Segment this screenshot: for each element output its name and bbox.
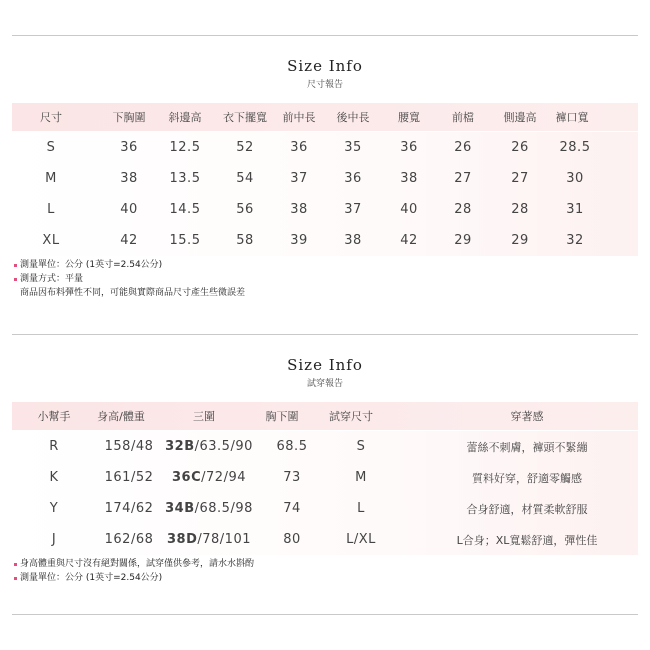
value-cell: 42 [400,233,418,248]
underbust-cell: 73 [283,470,301,485]
fit-report-subtitle: 試穿報告 [306,379,343,389]
header-front-length: 前中長 [282,111,316,124]
value-cell: 27 [454,171,472,186]
size-cell: L [47,202,55,217]
value-cell: 12.5 [169,140,201,155]
value-cell: 37 [344,202,362,217]
header-measurements: 三圍 [193,410,215,423]
value-cell: 29 [511,233,529,248]
value-cell: 58 [236,233,254,248]
size-info-title: Size Info [287,57,363,75]
table-row [12,524,638,555]
header-underbust: 胸下圍 [265,410,299,423]
value-cell: 38 [120,171,138,186]
header-leg-opening: 褲口寬 [555,111,589,124]
value-cell: 36 [344,171,362,186]
value-cell: 28.5 [559,140,591,155]
header-hem-width: 衣下擺寬 [223,111,267,124]
measurements-cell [154,493,264,524]
bullet-icon [14,278,17,281]
note-text: 商品因布料彈性不同，可能與實際商品尺寸產生些微誤差 [20,288,246,298]
header-underbust: 下胸圍 [112,111,146,124]
measurements-cell [154,462,264,493]
note-item [14,286,245,300]
helper-cell: K [49,470,59,485]
value-cell: 40 [120,202,138,217]
wearing-feel-cell: 合身舒適，材質柔軟舒服 [466,502,588,516]
waist-hip: /78/101 [197,532,251,547]
table-row [12,462,638,493]
value-cell: 28 [454,202,472,217]
wearing-feel-cell: 蕾絲不刺膚，褲頭不緊繃 [466,440,588,454]
note-text: 測量單位：公分 (1英寸=2.54公分) [20,573,163,583]
header-wearing-feel: 穿著感 [510,410,544,423]
value-cell: 29 [454,233,472,248]
underbust-cell: 68.5 [276,439,308,454]
bottom-divider [12,614,638,615]
table-row [12,493,638,524]
tried-size-cell: L [357,501,365,516]
value-cell: 27 [511,171,529,186]
top-divider [12,35,638,36]
value-cell: 32 [566,233,584,248]
header-side-slant: 斜邊高 [168,111,202,124]
value-cell: 36 [400,140,418,155]
table-row [12,163,638,194]
fit-info-title: Size Info [287,356,363,374]
value-cell: 52 [236,140,254,155]
value-cell: 40 [400,202,418,217]
helper-cell: J [51,532,57,547]
note-item [14,258,245,272]
value-cell: 26 [511,140,529,155]
header-tried-size: 試穿尺寸 [329,410,373,423]
tried-size-cell: S [356,439,366,454]
note-item [14,272,245,286]
cup-size: 38D [166,532,198,547]
waist-hip: /72/94 [201,470,246,485]
value-cell: 36 [290,140,308,155]
fit-notes [14,557,254,585]
underbust-cell: 74 [283,501,301,516]
size-table-header [12,103,638,131]
middle-divider [12,334,638,335]
note-text: 測量單位：公分 (1英寸=2.54公分) [20,260,163,270]
cup-size: 32B [165,439,195,454]
size-table [12,103,638,256]
note-text: 測量方式：平量 [20,274,84,284]
cup-size: 36C [172,470,202,485]
tried-size-cell: L/XL [346,532,376,547]
value-cell: 26 [454,140,472,155]
value-cell: 36 [120,140,138,155]
value-cell: 28 [511,202,529,217]
size-report-subtitle: 尺寸報告 [306,80,343,90]
size-notes [14,258,245,300]
bullet-icon [14,264,17,267]
waist-hip: /63.5/90 [194,439,253,454]
bullet-icon [14,577,17,580]
measurements-cell [154,524,264,555]
helper-cell: Y [49,501,59,516]
value-cell: 56 [236,202,254,217]
waist-hip: /68.5/98 [194,501,253,516]
header-size: 尺寸 [40,111,62,124]
header-front-rise: 前檔 [452,111,474,124]
table-row [12,431,638,462]
cup-size: 34B [165,501,195,516]
size-cell: M [45,171,57,186]
header-side-height: 側邊高 [503,111,537,124]
value-cell: 42 [120,233,138,248]
underbust-cell: 80 [283,532,301,547]
value-cell: 14.5 [169,202,201,217]
value-cell: 30 [566,171,584,186]
value-cell: 39 [290,233,308,248]
height-weight-cell: 161/52 [104,470,154,485]
header-waist: 腰寬 [398,111,420,124]
value-cell: 13.5 [169,171,201,186]
table-row [12,132,638,163]
bullet-icon [14,563,17,566]
table-row [12,225,638,256]
height-weight-cell: 162/68 [104,532,154,547]
value-cell: 38 [290,202,308,217]
wearing-feel-cell: L合身；XL寬鬆舒適，彈性佳 [456,533,598,547]
header-height-weight: 身高/體重 [97,410,145,423]
fit-table-header [12,402,638,430]
height-weight-cell: 158/48 [104,439,154,454]
value-cell: 31 [566,202,584,217]
fit-table [12,402,638,555]
size-cell: XL [42,233,60,248]
value-cell: 38 [400,171,418,186]
tried-size-cell: M [355,470,367,485]
header-back-length: 後中長 [336,111,370,124]
height-weight-cell: 174/62 [104,501,154,516]
header-helper: 小幫手 [37,410,71,423]
value-cell: 15.5 [169,233,201,248]
value-cell: 37 [290,171,308,186]
helper-cell: R [49,439,59,454]
value-cell: 54 [236,171,254,186]
measurements-cell [154,431,264,462]
note-item [14,571,254,585]
note-text: 身高體重與尺寸沒有絕對關係，試穿僅供參考，請水水斟酌 [20,559,255,569]
note-item [14,557,254,571]
size-cell: S [46,140,56,155]
table-row [12,194,638,225]
wearing-feel-cell: 質料好穿，舒適零觸感 [472,471,582,485]
value-cell: 35 [344,140,362,155]
value-cell: 38 [344,233,362,248]
